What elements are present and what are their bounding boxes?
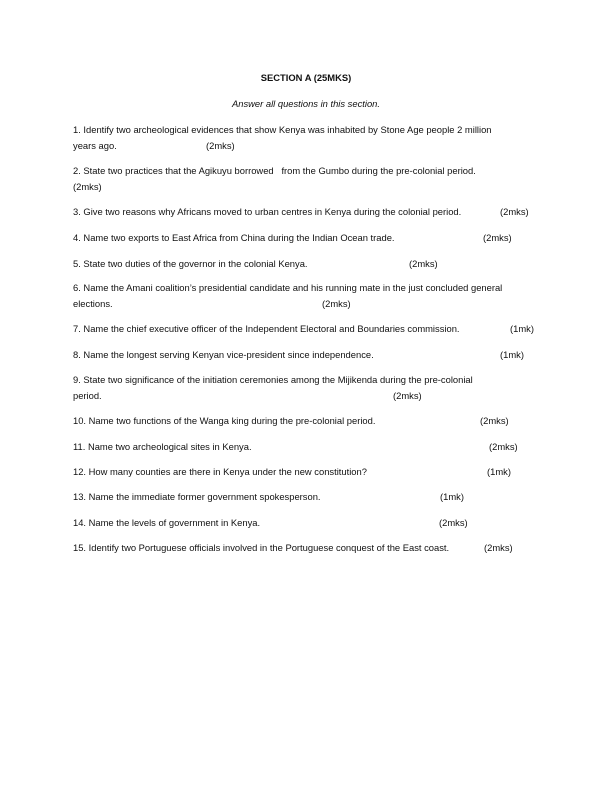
question-15-line-1: 15. Identify two Portuguese officials involved in the Portuguese conquest of the East coast. (73, 542, 450, 553)
question-14-marks: (2mks) (439, 517, 468, 528)
question-13-marks: (1mk) (440, 491, 464, 502)
question-15-marks: (2mks) (484, 542, 513, 553)
question-12-marks: (1mk) (487, 466, 511, 477)
question-8-marks: (1mk) (500, 349, 524, 360)
question-11-marks: (2mks) (489, 441, 518, 452)
section-instruction: Answer all questions in this section. (232, 98, 380, 109)
question-6-marks: (2mks) (322, 298, 351, 309)
question-4-line-1: 4. Name two exports to East Africa from China during the Indian Ocean trade. (73, 232, 395, 243)
question-14-line-1: 14. Name the levels of government in Kenya. (73, 517, 261, 528)
question-1-marks: (2mks) (206, 140, 235, 151)
question-1-line-1: 1. Identify two archeological evidences that show Kenya was inhabited by Stone Age people 2 million (73, 124, 492, 135)
question-5-line-1: 5. State two duties of the governor in the colonial Kenya. (73, 258, 308, 269)
question-6-line-2: elections. (73, 298, 113, 309)
question-13-line-1: 13. Name the immediate former government spokesperson. (73, 491, 321, 502)
question-2-line-1: 2. State two practices that the Agikuyu borrowed from the Gumbo during the pre-colonial period. (73, 165, 476, 176)
question-2-marks: (2mks) (73, 181, 102, 192)
question-8-line-1: 8. Name the longest serving Kenyan vice-president since independence. (73, 349, 374, 360)
question-9-line-2: period. (73, 390, 102, 401)
question-4-marks: (2mks) (483, 232, 512, 243)
question-7-line-1: 7. Name the chief executive officer of the Independent Electoral and Boundaries commission. (73, 323, 460, 334)
question-3-line-1: 3. Give two reasons why Africans moved to urban centres in Kenya during the colonial period. (73, 206, 462, 217)
question-7-marks: (1mk) (510, 323, 534, 334)
question-10-line-1: 10. Name two functions of the Wanga king during the pre-colonial period. (73, 415, 376, 426)
question-10-marks: (2mks) (480, 415, 509, 426)
section-title: SECTION A (25MKS) (260, 72, 352, 83)
question-11-line-1: 11. Name two archeological sites in Kenya. (73, 441, 252, 452)
question-3-marks: (2mks) (500, 206, 529, 217)
question-6-line-1: 6. Name the Amani coalition’s presidential candidate and his running mate in the just concluded general (73, 282, 503, 293)
question-1-line-2: years ago. (73, 140, 117, 151)
question-9-line-1: 9. State two significance of the initiation ceremonies among the Mijikenda during the pre-colonial (73, 374, 473, 385)
question-5-marks: (2mks) (409, 258, 438, 269)
question-9-marks: (2mks) (393, 390, 422, 401)
question-12-line-1: 12. How many counties are there in Kenya under the new constitution? (73, 466, 367, 477)
